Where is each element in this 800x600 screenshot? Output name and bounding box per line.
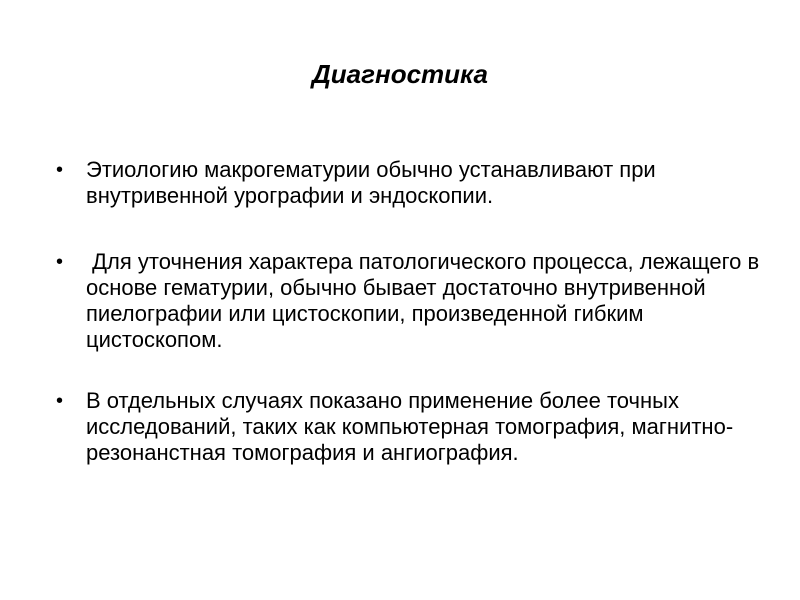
bullet-item (56, 157, 766, 209)
bullet-text: Этиологию макрогематурии обычно устанавливают при внутривенной урографии и эндоскопии. (86, 157, 662, 208)
bullet-dot-icon: • (56, 159, 64, 181)
bullet-item (56, 249, 766, 353)
slide-title: Диагностика (312, 59, 488, 89)
bullet-dot-icon: • (56, 390, 64, 412)
bullet-text: Для уточнения характера патологического процесса, лежащего в основе гематурии, обычно бывает достаточно внутривенной пиелографии или цистоскопии, произведенной гибким цистоскопом. (86, 249, 766, 352)
bullet-dot-icon: • (56, 251, 64, 273)
bullet-text: В отдельных случаях показано применение более точных исследований, таких как компьютерная томография, магнитно-резонанстная томография и ангиография. (86, 388, 734, 465)
bullet-item (56, 388, 766, 466)
